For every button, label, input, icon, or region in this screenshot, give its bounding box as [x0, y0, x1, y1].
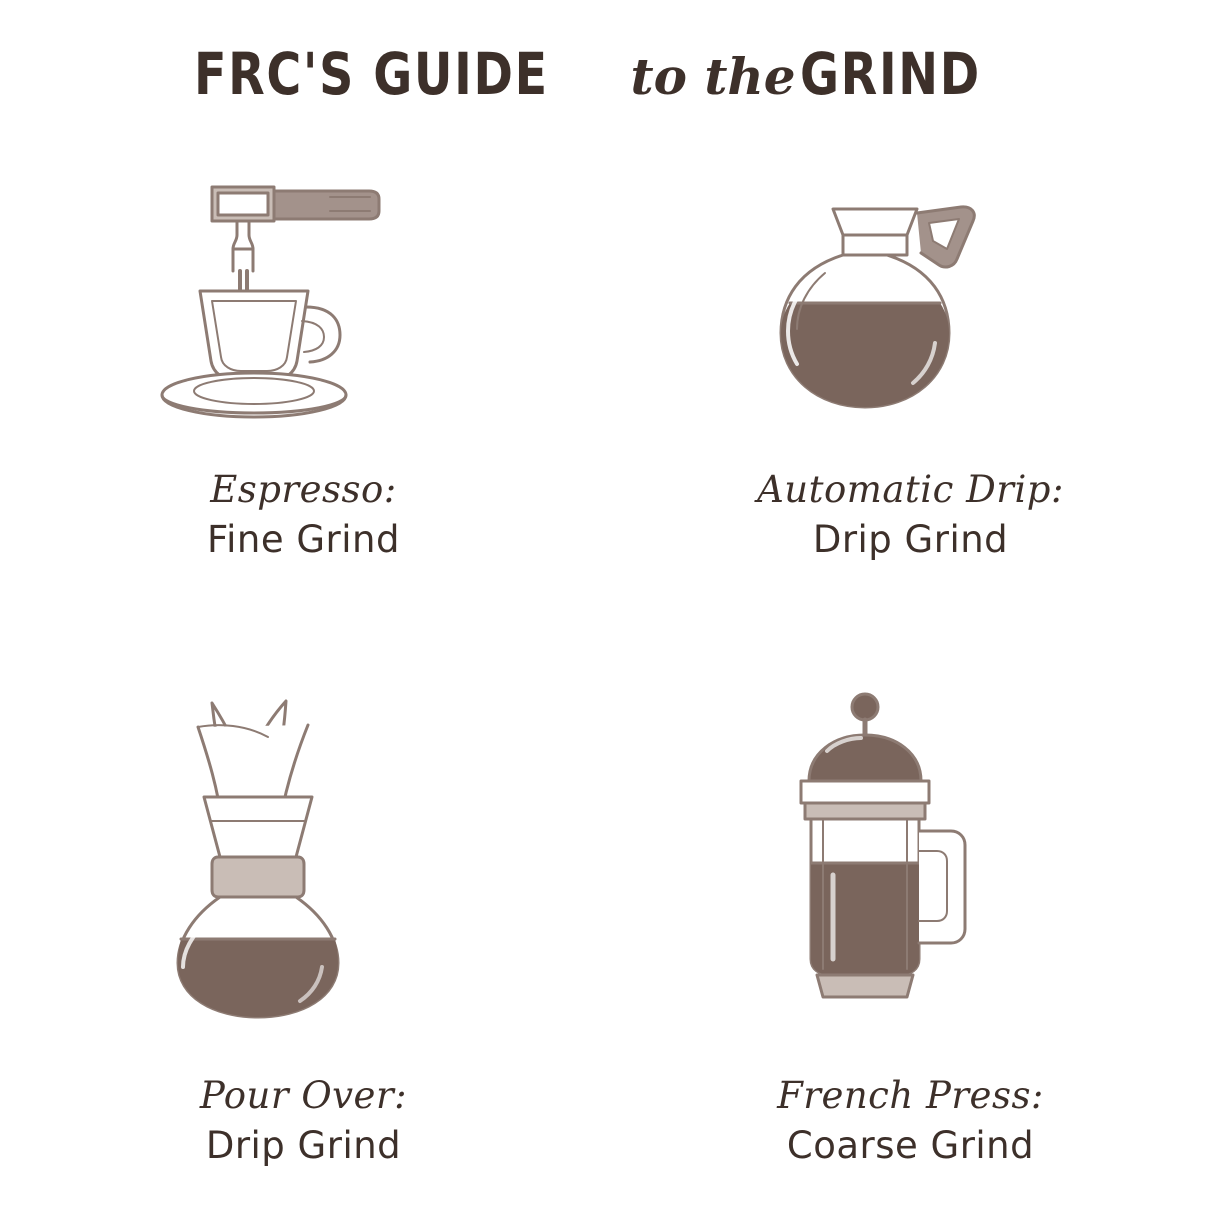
grind-label: Coarse Grind — [786, 1123, 1035, 1167]
page-title — [0, 40, 1214, 108]
caption-french-press — [777, 1074, 1044, 1167]
grid-item-automatic-drip — [607, 150, 1214, 680]
pour-over-chemex-icon — [154, 680, 454, 1050]
grid-item-french-press — [607, 680, 1214, 1210]
grind-label: Fine Grind — [207, 517, 400, 561]
method-label: Espresso: — [210, 468, 397, 511]
grid-item-pour-over — [0, 680, 607, 1210]
method-label: French Press: — [777, 1074, 1044, 1117]
method-label: Pour Over: — [199, 1074, 408, 1117]
caption-espresso — [207, 468, 400, 561]
coffee-carafe-icon — [761, 150, 1061, 450]
title-text — [194, 40, 1020, 108]
method-label: Automatic Drip: — [757, 468, 1064, 511]
grid-item-espresso — [0, 150, 607, 680]
caption-automatic-drip — [757, 468, 1064, 561]
french-press-icon — [761, 680, 1061, 1050]
espresso-machine-icon — [154, 150, 454, 450]
grind-label: Drip Grind — [205, 1123, 402, 1167]
title-part1: FRC'S GUIDE — [193, 40, 549, 108]
caption-pour-over — [200, 1074, 407, 1167]
brew-method-grid — [0, 150, 1214, 1210]
title-script: to the — [630, 47, 796, 106]
title-part2: GRIND — [799, 40, 981, 108]
grind-label: Drip Grind — [812, 517, 1009, 561]
